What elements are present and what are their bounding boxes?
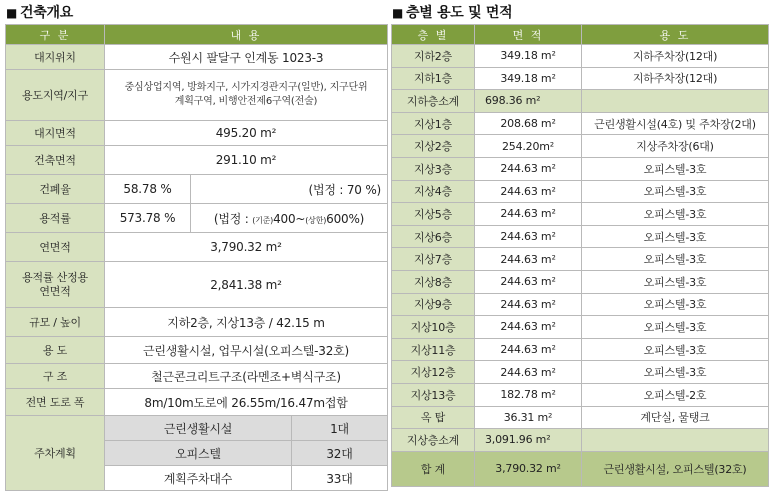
floor-row — [392, 180, 769, 203]
floor-use: 오피스텔-3호 — [582, 180, 769, 203]
coverage-legal: (법정 : 70 %) — [191, 175, 388, 204]
front-road-value: 8m/10m도로에 26.55m/16.47m접함 — [105, 389, 388, 416]
floor-label: 지상11층 — [392, 338, 475, 361]
far-area-value: 2,841.38 m² — [105, 262, 388, 308]
floor-usage-table — [391, 24, 769, 487]
floor-row — [392, 316, 769, 339]
floor-label: 지상9층 — [392, 293, 475, 316]
floor-label: 지상4층 — [392, 180, 475, 203]
floor-row — [392, 248, 769, 271]
total-area: 3,790.32 m² — [475, 451, 582, 486]
site-location-value: 수원시 팔달구 인계동 1023-3 — [105, 45, 388, 70]
floor-label: 지상2층 — [392, 135, 475, 158]
floor-area: 208.68 m² — [475, 112, 582, 135]
total-row — [392, 451, 769, 486]
floor-use: 오피스텔-3호 — [582, 293, 769, 316]
coverage-value: 58.78 % — [105, 175, 191, 204]
parking-item-count: 33대 — [292, 466, 388, 491]
floor-area: 3,091.96 m² — [475, 429, 582, 452]
header-use: 용 도 — [582, 25, 769, 45]
structure-label: 구 조 — [6, 364, 105, 389]
floor-area: 244.63 m² — [475, 361, 582, 384]
header-floor: 층 별 — [392, 25, 475, 45]
floor-row — [392, 361, 769, 384]
row-far-area — [6, 262, 388, 308]
floor-row — [392, 157, 769, 180]
parking-row — [6, 416, 388, 441]
floor-label: 지상13층 — [392, 383, 475, 406]
parking-item-count: 32대 — [292, 441, 388, 466]
gross-area-label: 연면적 — [6, 233, 105, 262]
gross-area-value: 3,790.32 m² — [105, 233, 388, 262]
building-area-label: 건축면적 — [6, 146, 105, 175]
row-structure — [6, 364, 388, 389]
floor-use: 오피스텔-3호 — [582, 316, 769, 339]
floor-label: 지하층소계 — [392, 90, 475, 113]
floor-use: 오피스텔-3호 — [582, 248, 769, 271]
header-content: 내 용 — [105, 25, 388, 45]
floor-area: 244.63 m² — [475, 225, 582, 248]
floor-use: 오피스텔-3호 — [582, 157, 769, 180]
floor-row — [392, 203, 769, 226]
floor-row — [392, 45, 769, 68]
site-location-label: 대지위치 — [6, 45, 105, 70]
floor-label: 지상5층 — [392, 203, 475, 226]
floor-area: 244.63 m² — [475, 203, 582, 226]
floor-area: 349.18 m² — [475, 67, 582, 90]
far-value: 573.78 % — [105, 204, 191, 233]
overview-header-row — [6, 25, 388, 45]
floor-label: 지상3층 — [392, 157, 475, 180]
far-area-label: 용적률 산정용 연면적 — [6, 262, 105, 308]
parking-item-name: 근린생활시설 — [105, 416, 292, 441]
floor-row — [392, 270, 769, 293]
floor-label: 지하1층 — [392, 67, 475, 90]
floor-use: 오피스텔-3호 — [582, 361, 769, 384]
floor-label: 지상8층 — [392, 270, 475, 293]
floor-usage-title: ■ 층별 용도 및 면적 — [392, 5, 513, 21]
floor-area: 244.63 m² — [475, 316, 582, 339]
parking-item-name: 오피스텔 — [105, 441, 292, 466]
row-site-location — [6, 45, 388, 70]
floor-use: 계단실, 물탱크 — [582, 406, 769, 429]
floor-row — [392, 67, 769, 90]
floor-area: 182.78 m² — [475, 383, 582, 406]
row-coverage — [6, 175, 388, 204]
floor-area: 244.63 m² — [475, 270, 582, 293]
zoning-value: 중심상업지역, 방화지구, 시가지경관지구(일반), 지구단위계획구역, 비행안전제6구역(전술) — [105, 70, 388, 121]
floor-use: 오피스텔-3호 — [582, 203, 769, 226]
row-scale — [6, 308, 388, 337]
row-use — [6, 337, 388, 364]
floor-use: 지하주차장(12대) — [582, 45, 769, 68]
floor-use: 지하주차장(12대) — [582, 67, 769, 90]
floor-row — [392, 112, 769, 135]
row-far — [6, 204, 388, 233]
row-front-road — [6, 389, 388, 416]
floor-label: 지상10층 — [392, 316, 475, 339]
floor-use: 오피스텔-3호 — [582, 270, 769, 293]
subtotal-row — [392, 90, 769, 113]
floor-area: 349.18 m² — [475, 45, 582, 68]
header-area: 면 적 — [475, 25, 582, 45]
floor-use: 근린생활시설(4호) 및 주차장(2대) — [582, 112, 769, 135]
header-category: 구 분 — [6, 25, 105, 45]
building-overview-table — [5, 24, 388, 491]
floor-area: 244.63 m² — [475, 180, 582, 203]
floor-label: 지상7층 — [392, 248, 475, 271]
floor-area: 244.63 m² — [475, 248, 582, 271]
floor-use: 오피스텔-3호 — [582, 338, 769, 361]
site-area-value: 495.20 m² — [105, 121, 388, 146]
subtotal-row — [392, 429, 769, 452]
floor-area: 244.63 m² — [475, 293, 582, 316]
floor-label: 지하2층 — [392, 45, 475, 68]
floor-row — [392, 293, 769, 316]
far-label: 용적률 — [6, 204, 105, 233]
floor-header-row — [392, 25, 769, 45]
scale-label: 규모 / 높이 — [6, 308, 105, 337]
floor-label: 지상1층 — [392, 112, 475, 135]
scale-value: 지하2층, 지상13층 / 42.15 m — [105, 308, 388, 337]
site-area-label: 대지면적 — [6, 121, 105, 146]
floor-area: 244.63 m² — [475, 157, 582, 180]
floor-area: 698.36 m² — [475, 90, 582, 113]
row-zoning — [6, 70, 388, 121]
floor-row — [392, 383, 769, 406]
total-label: 합 계 — [392, 451, 475, 486]
coverage-label: 건폐율 — [6, 175, 105, 204]
floor-rows — [392, 45, 769, 452]
floor-label: 옥 탑 — [392, 406, 475, 429]
row-gross-area — [6, 233, 388, 262]
zoning-label: 용도지역/지구 — [6, 70, 105, 121]
floor-label: 지상6층 — [392, 225, 475, 248]
floor-row — [392, 406, 769, 429]
row-site-area — [6, 121, 388, 146]
floor-use: 지상주차장(6대) — [582, 135, 769, 158]
row-building-area — [6, 146, 388, 175]
floor-area: 36.31 m² — [475, 406, 582, 429]
parking-item-count: 1대 — [292, 416, 388, 441]
use-label: 용 도 — [6, 337, 105, 364]
floor-use: 오피스텔-2호 — [582, 383, 769, 406]
parking-label: 주차계획 — [6, 416, 105, 491]
front-road-label: 전면 도로 폭 — [6, 389, 105, 416]
floor-area: 254.20m² — [475, 135, 582, 158]
building-area-value: 291.10 m² — [105, 146, 388, 175]
total-use: 근린생활시설, 오피스텔(32호) — [582, 451, 769, 486]
floor-area: 244.63 m² — [475, 338, 582, 361]
floor-row — [392, 225, 769, 248]
use-value: 근린생활시설, 업무시설(오피스텔-32호) — [105, 337, 388, 364]
building-overview-title: ■ 건축개요 — [6, 5, 73, 21]
floor-row — [392, 135, 769, 158]
floor-row — [392, 338, 769, 361]
parking-item-name: 계획주차대수 — [105, 466, 292, 491]
floor-use — [582, 90, 769, 113]
floor-label: 지상12층 — [392, 361, 475, 384]
structure-value: 철근콘크리트구조(라멘조+벽식구조) — [105, 364, 388, 389]
far-legal: (법정 : (기준)400~(상한)600%) — [191, 204, 388, 233]
floor-use — [582, 429, 769, 452]
floor-label: 지상층소계 — [392, 429, 475, 452]
floor-use: 오피스텔-3호 — [582, 225, 769, 248]
